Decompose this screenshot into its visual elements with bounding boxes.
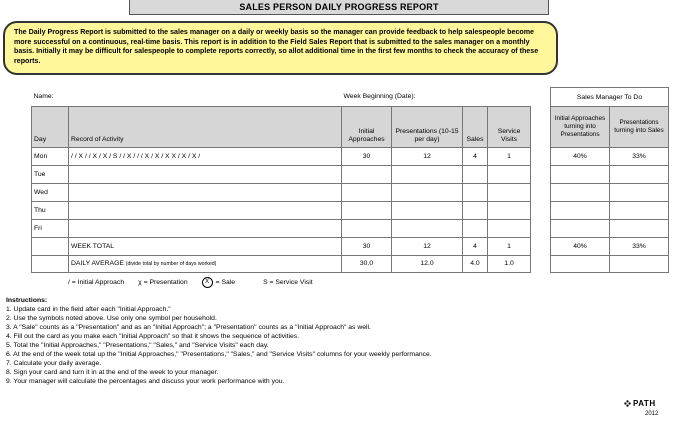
report-title-bar — [129, 0, 549, 15]
record-cell[interactable] — [69, 165, 342, 183]
pct-presentations-cell[interactable] — [551, 220, 610, 238]
instruction-item: 9. Your manager will calculate the percentages and discuss your work performance with you. — [6, 378, 285, 385]
day-cell: Fri — [32, 219, 69, 237]
service-cell[interactable] — [488, 219, 531, 237]
header-service-visits: Service Visits — [488, 106, 531, 147]
sales-manager-table — [550, 87, 669, 273]
empty-cell — [551, 256, 610, 273]
instruction-item: 2. Use the symbols noted above. Use only one symbol per household. — [6, 315, 217, 322]
week-total-label: WEEK TOTAL — [69, 237, 342, 255]
instruction-item: 5. Total the "Initial Approaches," "Presentations," "Sales," and "Service Visits" each day. — [6, 342, 269, 349]
week-total-pct-presentations[interactable]: 40% — [551, 238, 610, 256]
day-cell: Mon — [32, 147, 69, 165]
presentations-cell[interactable] — [392, 219, 463, 237]
sales-cell[interactable] — [463, 219, 488, 237]
pct-sales-cell[interactable] — [610, 220, 669, 238]
pct-sales-cell[interactable]: 33% — [610, 148, 669, 166]
pct-presentations-cell[interactable] — [551, 166, 610, 184]
record-cell[interactable]: / / X / / X / X / S / / X / / / X / X / X X / X / X / — [69, 147, 342, 165]
sales-manager-label: Sales Manager To Do — [551, 88, 669, 107]
activity-table — [31, 87, 531, 273]
path-logo-icon — [624, 400, 631, 407]
presentations-cell[interactable]: 12 — [392, 147, 463, 165]
legend-service: S = Service Visit — [263, 279, 313, 286]
initial-cell[interactable] — [342, 183, 392, 201]
presentations-cell[interactable] — [392, 183, 463, 201]
pct-presentations-cell[interactable]: 40% — [551, 148, 610, 166]
logo-text: PATH — [633, 399, 656, 408]
week-total-row — [551, 238, 669, 256]
legend-approach: / = Initial Approach — [68, 279, 125, 286]
logo-year: 2012 — [645, 411, 659, 417]
legend-sale — [202, 277, 249, 288]
header-pct-sales: Presentations turning into Sales — [610, 107, 669, 148]
week-total-row — [32, 237, 531, 255]
initial-cell[interactable] — [342, 219, 392, 237]
daily-average-initial[interactable]: 30.0 — [342, 255, 392, 272]
table-row — [551, 148, 669, 166]
instruction-item: 1. Update card in the field after each "Initial Approach." — [6, 306, 171, 313]
empty-cell — [610, 256, 669, 273]
daily-average-row — [32, 255, 531, 272]
report-title: SALES PERSON DAILY PROGRESS REPORT — [239, 2, 439, 12]
legend-presentation: χ = Presentation — [138, 279, 188, 286]
pct-sales-cell[interactable] — [610, 202, 669, 220]
table-row — [551, 166, 669, 184]
initial-cell[interactable] — [342, 165, 392, 183]
path-logo — [624, 399, 656, 408]
header-presentations: Presentations (10-15 per day) — [392, 106, 463, 147]
name-label: Name: — [33, 92, 54, 100]
daily-average-row — [551, 256, 669, 273]
instruction-item: 4. Fill out the card as you make each "Initial Approach" so that it shows the sequence of activities. — [6, 333, 300, 340]
week-total-pct-sales[interactable]: 33% — [610, 238, 669, 256]
record-cell[interactable] — [69, 183, 342, 201]
pct-sales-cell[interactable] — [610, 166, 669, 184]
header-day: Day — [32, 106, 69, 147]
service-cell[interactable]: 1 — [488, 147, 531, 165]
pct-presentations-cell[interactable] — [551, 184, 610, 202]
instruction-item: 8. Sign your card and turn it in at the end of the week to your manager. — [6, 369, 219, 376]
daily-average-cell — [69, 255, 342, 272]
record-cell[interactable] — [69, 219, 342, 237]
sales-cell[interactable] — [463, 201, 488, 219]
table-row — [551, 184, 669, 202]
presentations-cell[interactable] — [392, 165, 463, 183]
sales-cell[interactable] — [463, 165, 488, 183]
daily-average-note: (divide total by number of days worked) — [125, 261, 217, 267]
daily-average-service[interactable]: 1.0 — [488, 255, 531, 272]
pct-sales-cell[interactable] — [610, 184, 669, 202]
legend-sale-label: = Sale — [215, 279, 236, 287]
week-total-presentations[interactable]: 12 — [392, 237, 463, 255]
empty-cell — [32, 237, 69, 255]
day-cell: Thu — [32, 201, 69, 219]
day-cell: Tue — [32, 165, 69, 183]
pct-presentations-cell[interactable] — [551, 202, 610, 220]
table-row — [32, 219, 531, 237]
table-row — [32, 201, 531, 219]
week-total-sales[interactable]: 4 — [463, 237, 488, 255]
table-row — [32, 183, 531, 201]
daily-average-label: DAILY AVERAGE — [71, 260, 124, 267]
table-row — [32, 165, 531, 183]
circled-x-icon: X — [202, 277, 213, 288]
table-row — [551, 220, 669, 238]
week-beginning-label: Week Beginning (Date): — [343, 92, 416, 100]
sales-cell[interactable] — [463, 183, 488, 201]
daily-average-sales[interactable]: 4.0 — [463, 255, 488, 272]
symbol-legend — [68, 277, 327, 288]
header-pct-presentations: Initial Approaches turning into Presentations — [551, 107, 610, 148]
service-cell[interactable] — [488, 183, 531, 201]
presentations-cell[interactable] — [392, 201, 463, 219]
table-row — [551, 202, 669, 220]
table-row — [32, 147, 531, 165]
record-cell[interactable] — [69, 201, 342, 219]
empty-cell — [32, 255, 69, 272]
initial-cell[interactable] — [342, 201, 392, 219]
header-sales: Sales — [463, 106, 488, 147]
instructions — [6, 296, 432, 386]
daily-average-presentations[interactable]: 12.0 — [392, 255, 463, 272]
service-cell[interactable] — [488, 201, 531, 219]
intro-note: The Daily Progress Report is submitted to the sales manager on a daily or weekly basis so the manager can provide feedback to help salespeople become more successful on a continuous, real-time basis. This report is in addition to the Field Sales Report that is submitted to the sales manager on a monthly basis. Initially it may be difficult for salespeople to complete reports correctly, so allot additional time in the first few months to check the accuracy of these reports. — [3, 21, 558, 75]
instruction-item: 7. Calculate your daily average. — [6, 360, 102, 367]
day-cell: Wed — [32, 183, 69, 201]
week-total-initial[interactable]: 30 — [342, 237, 392, 255]
week-total-service[interactable]: 1 — [488, 237, 531, 255]
initial-cell[interactable]: 30 — [342, 147, 392, 165]
header-initial-approaches: Initial Approaches — [342, 106, 392, 147]
instruction-item: 6. At the end of the week total up the "Initial Approaches," "Presentations," "Sales," and "Service Visits" columns for your weekly performance. — [6, 351, 432, 358]
service-cell[interactable] — [488, 165, 531, 183]
instruction-item: 3. A "Sale" counts as a "Presentation" and as an "Initial Approach"; a "Presentation" counts as a "Initial Approach" as well. — [6, 324, 371, 331]
header-record: Record of Activity — [69, 106, 342, 147]
instructions-title: Instructions: — [6, 297, 48, 304]
sales-cell[interactable]: 4 — [463, 147, 488, 165]
